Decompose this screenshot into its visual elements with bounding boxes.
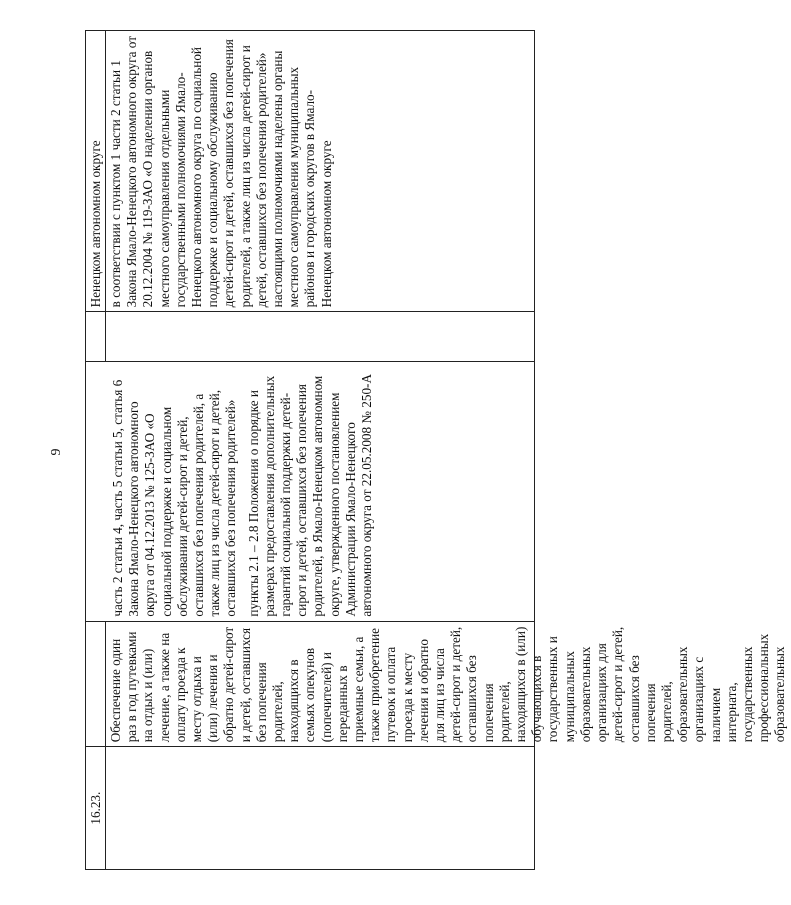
number-column bbox=[86, 747, 534, 869]
rotated-table bbox=[85, 30, 788, 870]
notes-head: Ненецком автономном округе bbox=[86, 31, 106, 311]
empty-column bbox=[86, 312, 534, 362]
row-number: 16.23. bbox=[86, 747, 106, 869]
legal-basis-column bbox=[86, 362, 534, 621]
page-number: 9 bbox=[49, 448, 64, 456]
legal-basis-2: пункты 2.1 – 2.8 Положения о порядке и размерах предоставления дополнительных гарантий социальной поддержки детей-сирот и детей, оставшихся без попечения родителей, в Ямало-Ненецком автономном округе, утвержденного постановлением Администрации Ямало-Ненецкого автономного округа от 22.05.2008 № 250-А bbox=[245, 374, 375, 617]
notes-text: в соответствии с пунктом 1 части 2 статьи 1 Закона Ямало-Ненецкого автономного округа от 20.12.2004 № 119-ЗАО «О наделении органов местного самоуправления отдельными государственными полномочиями Ямало-Ненецкого автономного округа по социальной поддержке и социальному обслуживанию детей-сирот и детей, оставшихся без попечения родителей, а также лиц из числа детей-сирот и детей, оставшихся без попечения родителей» настоящими полномочиями наделены органы местного самоуправления муниципальных районов и городских округов в Ямало-Ненецком автономном округе bbox=[108, 36, 334, 308]
service-text: Обеспечение один раз в год путевками на отдых и (или) лечение, а также на оплату проезда к месту отдыха и (или) лечения и обратно детей-сирот и детей, оставшихся без попечения родителей, находящихся в семьях опекунов (попечителей) и переданных в приемные семьи, а также приобретение путевок и оплата проезда к месту лечения и обратно для лиц из числа детей-сирот и детей, оставшихся без попечения родителей, находящихся в (или) обучающихся в государственных и муниципальных образовательных организациях для детей-сирот и детей, оставшихся без попечения родителей, образовательных организациях с наличием интерната, государственных профессиональных образовательных bbox=[108, 626, 788, 743]
service-column bbox=[86, 622, 788, 748]
legal-basis-1: часть 2 статьи 4, часть 5 статьи 5, статья 6 Закона Ямало-Ненецкого автономного округа от 04.12.2013 № 125-ЗАО «О социальной поддержке и социальном обслуживании детей-сирот и детей, оставшихся без попечения родителей, а также лиц из числа детей-сирот и детей, оставшихся без попечения родителей» bbox=[110, 379, 239, 617]
notes-column bbox=[86, 31, 534, 312]
